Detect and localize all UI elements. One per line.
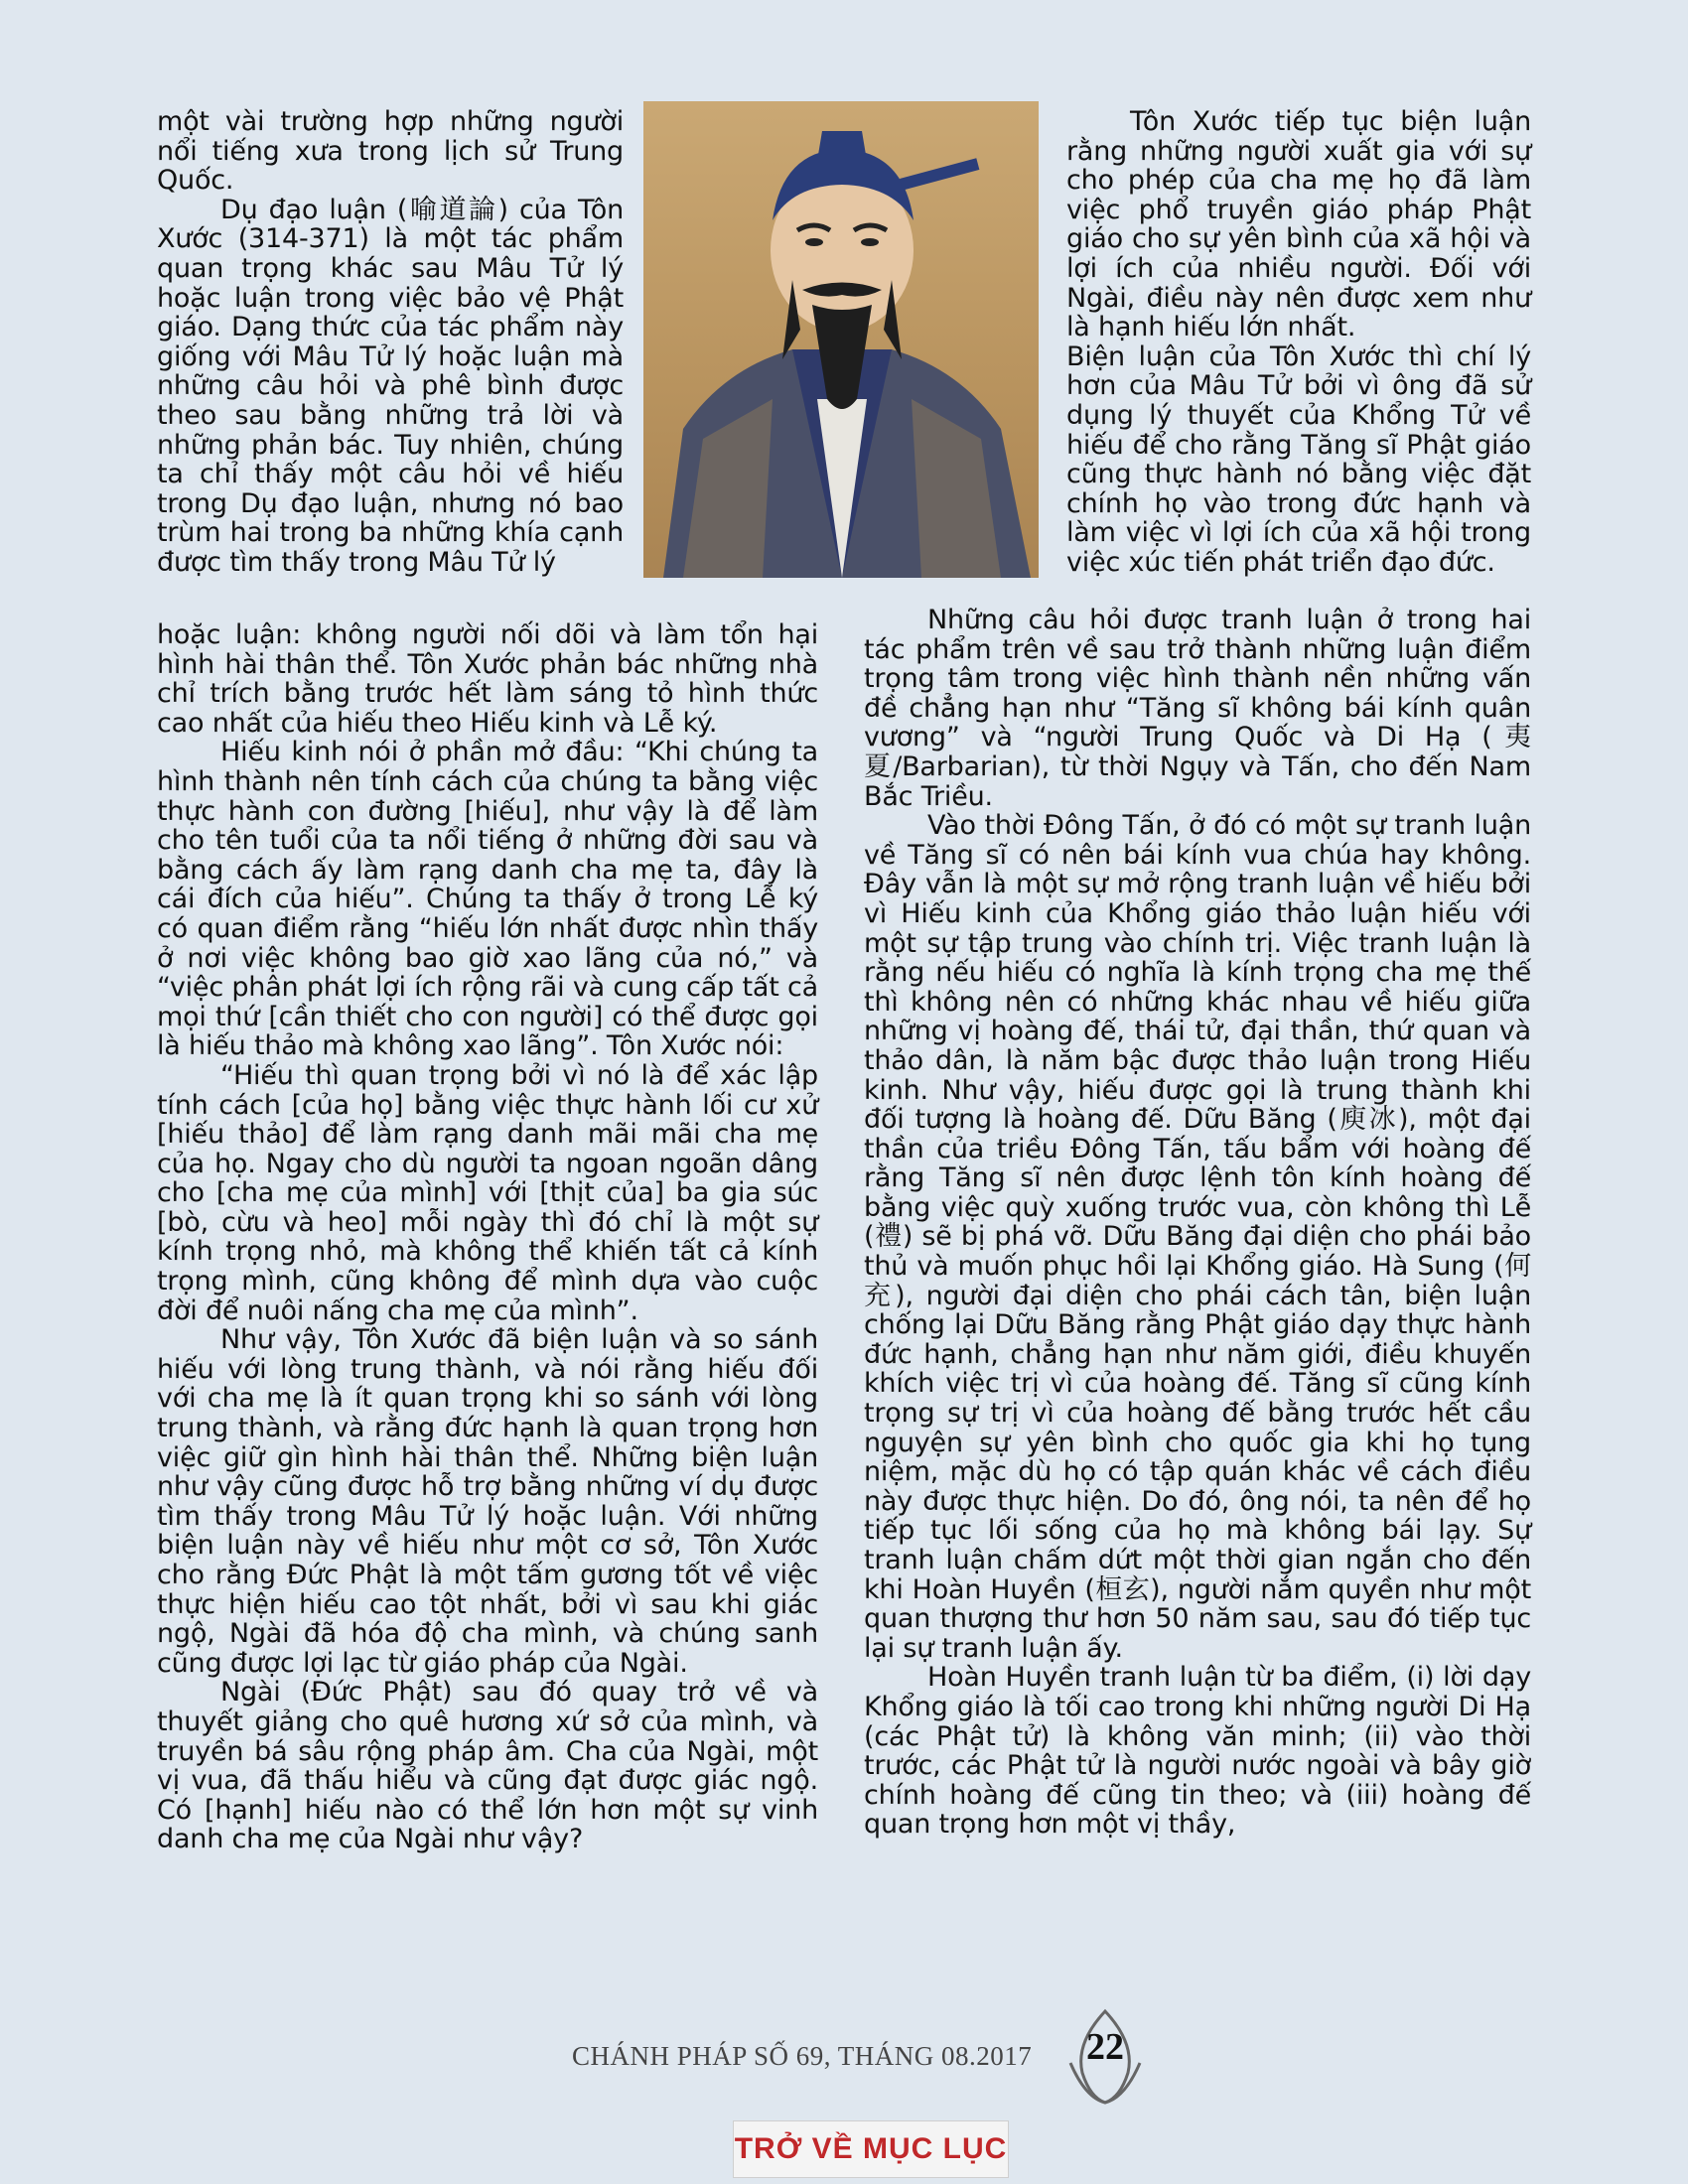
page-number: 22 (1086, 2026, 1124, 2068)
paragraph: Tôn Xước tiếp tục biện luận rằng những người xuất gia với sự cho phép của cha mẹ họ đã làm việc phổ truyền giáo pháp Phật giáo cho sự yên bình của xã hội và lợi ích của nhiều người. Đối với Ngài, điều này nên được xem như là hạnh hiếu lớn nhất. (1066, 106, 1531, 343)
left-column-top (157, 107, 624, 578)
back-to-contents-button[interactable]: TRỞ VỀ MỤC LỤC (733, 2120, 1009, 2178)
paragraph: Hoàn Huyền tranh luận từ ba điểm, (i) lời dạy Khổng giáo là tối cao trong khi những người Di Hạ (các Phật tử) là không văn minh; (ii) vào thời trước, các Phật tử là người nước ngoài và bây giờ chính hoàng đế cũng tin theo; và (iii) hoàng đế quan trọng hơn một vị thầy, (864, 1662, 1531, 1841)
paragraph: Những câu hỏi được tranh luận ở trong hai tác phẩm trên về sau trở thành những luận điểm trọng tâm trong việc hình thành nền những vấn đề chẳng hạn như “Tăng sĩ không bái kính quân vương” và “người Trung Quốc và Di Hạ (夷夏/Barbarian), từ thời Ngụy và Tấn, cho đến Nam Bắc Triều. (864, 605, 1531, 812)
quote-paragraph: “Hiếu thì quan trọng bởi vì nó là để xác lập tính cách [của họ] bằng việc thực hành lối cư xử [hiếu thảo] để làm rạng danh mãi mãi cha mẹ của họ. Ngay cho dù người ta ngoan ngoãn dâng cho [cha mẹ của mình] với [thịt của] ba gia súc [bò, cừu và heo] mỗi ngày thì đó chỉ là một sự kính trọng nhỏ, mà không thể khiến tất cả kính trọng mình, cũng không để mình dựa vào cuộc đời để nuôi nấng cha mẹ của mình”. (157, 1059, 818, 1326)
left-column-bottom (157, 620, 818, 1854)
paragraph: Dụ đạo luận (喻道論) của Tôn Xước (314-371) là một tác phẩm quan trọng khác sau Mâu Tử lý hoặc luận trong việc bảo vệ Phật giáo. Dạng thức của tác phẩm này giống với Mâu Tử lý hoặc luận mà những câu hỏi và phê bình được theo sau bằng những trả lời và những phản bác. Tuy nhiên, chúng ta chỉ thấy một câu hỏi về hiếu trong Dụ đạo luận, nhưng nó bao trùm hai trong ba những khía cạnh được tìm thấy trong Mâu Tử lý (157, 194, 624, 578)
right-column-top (1066, 107, 1531, 578)
paragraph: Vào thời Đông Tấn, ở đó có một sự tranh luận về Tăng sĩ có nên bái kính vua chúa hay không. Đây vẫn là một sự mở rộng tranh luận về hiếu bởi vì Hiếu kinh của Khổng giáo thảo luận hiếu với một sự tập trung vào chính trị. Việc tranh luận là rằng nếu hiếu có nghĩa là kính trọng cha mẹ thế thì không nên có những khác nhau về hiếu giữa những vị hoàng đế, thái tử, đại thần, thứ quan và thảo dân, là năm bậc được thảo luận trong Hiếu kinh. Như vậy, hiếu được gọi là trung thành khi đối tượng là hoàng đế. Dữu Băng (庾冰), một đại thần của triều Đông Tấn, tấu bẩm với hoàng đế rằng Tăng sĩ nên được lệnh tôn kính hoàng đế bằng việc quỳ xuống trước vua, còn không thì Lễ (禮) sẽ bị phá vỡ. Dữu Băng đại diện cho phái bảo thủ và muốn phục hồi lại Khổng giáo. Hà Sung (何充), người đại diện cho phái cách tân, biện luận chống lại Dữu Băng rằng Phật giáo dạy thực hành đức hạnh, chẳng hạn như năm giới, điều khuyến khích việc trị vì của hoàng đế. Tăng sĩ cũng kính trọng sự trị vì của hoàng đế bằng trước hết cầu nguyện sự yên bình cho quốc gia khi họ tụng niệm, mặc dù họ có tập quán khác về cách điều này được thực hiện. Do đó, ông nói, ta nên để họ tiếp tục lối sống của họ mà không bái lạy. Sự tranh luận chấm dứt một thời gian ngắn cho đến khi Hoàn Huyền (桓玄), người nắm quyền như một quan thượng thư hơn 50 năm sau, sau đó tiếp tục lại sự tranh luận ấy. (864, 810, 1531, 1664)
paragraph: hoặc luận: không người nối dõi và làm tổn hại hình hài thân thể. Tôn Xước phản bác những nhà chỉ trích bằng trước hết làm sáng tỏ hình thức cao nhất của hiếu theo Hiếu kinh và Lễ ký. (157, 619, 818, 739)
right-column-bottom (864, 606, 1531, 1840)
publication-footer: CHÁNH PHÁP SỐ 69, THÁNG 08.2017 (572, 2041, 1033, 2071)
paragraph: Như vậy, Tôn Xước đã biện luận và so sánh hiếu với lòng trung thành, và nói rằng hiếu đối với cha mẹ là ít quan trọng khi so sánh với lòng trung thành, và rằng đức hạnh là quan trọng hơn việc giữ gìn hình hài thân thể. Những biện luận như vậy cũng được hỗ trợ bằng những ví dụ được tìm thấy trong Mâu Tử lý hoặc luận. Với những biện luận này về hiếu như một cơ sở, Tôn Xước cho rằng Đức Phật là một tấm gương tốt về việc thực hiện hiếu cao tột nhất, bởi vì sau khi giác ngộ, Ngài đã hóa độ cha mình, và chúng sanh cũng được lợi lạc từ giáo pháp của Ngài. (157, 1324, 818, 1679)
paragraph: Ngài (Đức Phật) sau đó quay trở về và thuyết giảng cho quê hương xứ sở của mình, và truyền bá sâu rộng pháp âm. Cha của Ngài, một vị vua, đã thấu hiểu và cũng đạt được giác ngộ. Có [hạnh] hiếu nào có thể lớn hơn một sự vinh danh cha mẹ của Ngài như vậy? (157, 1677, 818, 1855)
paragraph: Biện luận của Tôn Xước thì chí lý hơn của Mâu Tử bởi vì ông đã sử dụng lý thuyết của Khổng Tử về hiếu để cho rằng Tăng sĩ Phật giáo cũng thực hành nó bằng việc đặt chính họ vào trong đức hạnh và làm việc vì lợi ích của xã hội trong việc xúc tiến phát triển đạo đức. (1066, 341, 1531, 578)
confucius-portrait (643, 101, 1039, 578)
paragraph: một vài trường hợp những người nổi tiếng xưa trong lịch sử Trung Quốc. (157, 106, 624, 197)
paragraph: Hiếu kinh nói ở phần mở đầu: “Khi chúng ta hình thành nên tính cách của chúng ta bằng việc thực hành con đường [hiếu], như vậy là để làm cho tên tuổi của ta nổi tiếng ở những đời sau và bằng cách ấy làm rạng danh cha mẹ ta, đây là cái đích của hiếu”. Chúng ta thấy ở trong Lễ ký có quan điểm rằng “hiếu lớn nhất được nhìn thấy ở nơi việc không bao giờ xao lãng của nó,” và “việc phân phát lợi ích rộng rãi và cung cấp tất cả mọi thứ [cần thiết cho con người] có thể được gọi là hiếu thảo mà không xao lãng”. Tôn Xước nói: (157, 737, 818, 1062)
